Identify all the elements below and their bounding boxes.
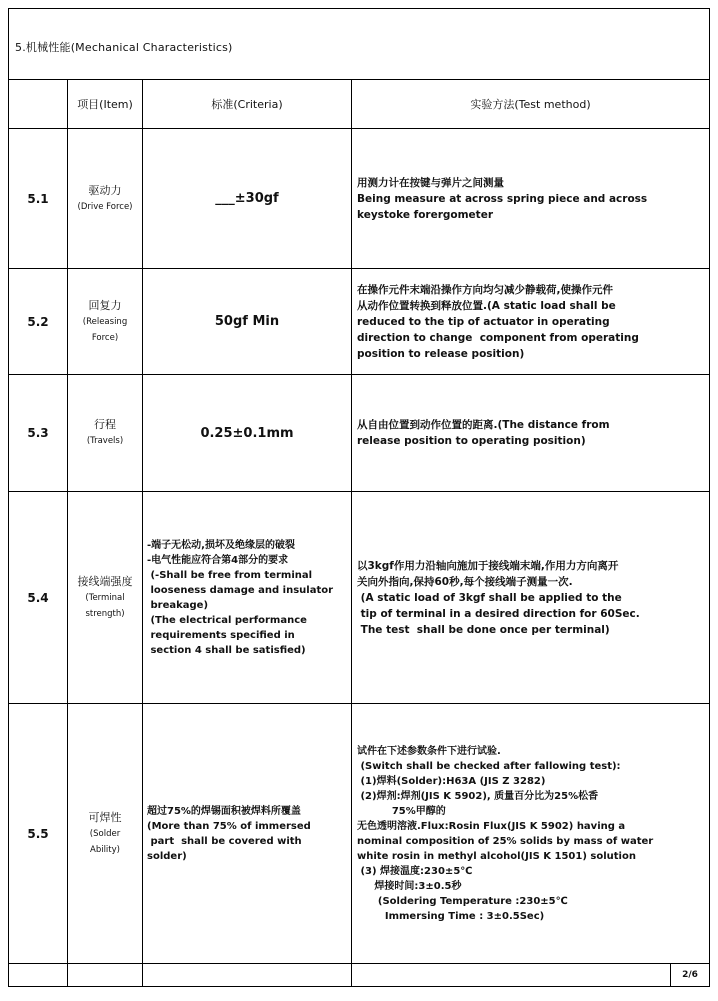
table-row [9,375,710,492]
item-en: (Terminal [85,592,125,603]
header-item: 项目(Item) [68,80,143,129]
criteria-line: (The electrical performance [147,614,307,626]
criteria-cell [143,704,352,964]
mechanical-characteristics-table [8,8,710,987]
method-line: 试件在下述参数条件下进行试验. [357,745,501,757]
method-line: (3) 焊接温度:230±5℃ [357,865,473,877]
method-line: 从自由位置到动作位置的距离.(The distance from [357,419,610,431]
criteria-line: 0.25±0.1mm [200,425,294,441]
row-number: 5.2 [9,269,68,375]
table-row [9,269,710,375]
criteria-line: 50gf Min [214,314,280,329]
criteria-cell [143,129,352,269]
section-title: 5.机械性能(Mechanical Characteristics) [15,41,233,54]
method-line: white rosin in methyl alcohol(JIS K 1501) solution [357,850,636,862]
item-en: Force) [91,332,119,343]
criteria-line: (-Shall be free from terminal [147,569,313,581]
criteria-line: part shall be covered with [147,835,302,847]
footer-blank [68,964,143,987]
method-line: release position to operating position) [357,435,586,447]
item-cell [68,492,143,704]
criteria-line: 超过75%的焊锡面积被焊料所覆盖 [147,805,301,817]
method-line: keystoke forergometer [357,208,493,221]
method-line: direction to change component from operating [357,331,639,344]
criteria-cell [143,492,352,704]
header-method: 实验方法(Test method) [352,80,710,129]
item-en: (Solder [89,828,121,839]
method-line: Immersing Time : 3±0.5Sec) [357,910,545,922]
method-line: 关向外指向,保持60秒,每个接线端子测量一次. [357,575,573,588]
method-line: position to release position) [357,347,525,360]
criteria-line: solder) [147,850,187,862]
method-cell [352,269,710,375]
table-row [9,129,710,269]
item-en: (Releasing [82,316,128,327]
criteria-line: requirements specified in [147,629,295,641]
section-title-cell [9,9,710,80]
method-line: 在操作元件末端沿操作方向均匀减少静载荷,使操作元件 [357,283,613,296]
item-cn: 回复力 [88,298,122,312]
table-row [9,704,710,964]
header-row [9,80,710,129]
footer-row [9,964,710,987]
item-cell [68,129,143,269]
footer-cell [352,964,710,987]
method-line: 用测力计在按键与弹片之间测量 [357,176,504,189]
row-number: 5.4 [9,492,68,704]
method-line: 无色透明溶液.Flux:Rosin Flux(JIS K 5902) having a [357,820,626,832]
method-cell [352,375,710,492]
criteria-cell [143,375,352,492]
criteria-line: ___±30gf [215,191,279,206]
item-cn: 接线端强度 [77,574,133,588]
method-line: 从动作位置转换到释放位置.(A static load shall be [357,299,616,312]
criteria-line: section 4 shall be satisfied) [147,644,306,656]
criteria-line: -电气性能应符合第4部分的要求 [147,554,289,566]
item-cn: 可焊性 [88,810,122,824]
method-line: 以3kgf作用力沿轴向施加于接线端末端,作用力方向离开 [357,559,619,572]
method-line: reduced to the tip of actuator in operating [357,315,610,328]
criteria-line: (More than 75% of immersed [147,820,311,832]
method-line: Being measure at across spring piece and across [357,192,648,205]
method-cell [352,704,710,964]
method-line: (A static load of 3kgf shall be applied to the [357,591,622,604]
item-en: strength) [85,608,125,619]
row-number: 5.3 [9,375,68,492]
method-line: nominal composition of 25% solids by mass of water [357,835,654,847]
item-cell [68,375,143,492]
item-cell [68,704,143,964]
method-line: (2)焊剂:焊剂(JIS K 5902), 质量百分比为25%松香 [357,790,599,802]
header-criteria: 标准(Criteria) [143,80,352,129]
item-en: (Travels) [86,436,124,446]
row-number: 5.1 [9,129,68,269]
item-cell [68,269,143,375]
table-row [9,492,710,704]
method-line: (Switch shall be checked after fallowing test): [357,760,621,772]
criteria-line: -端子无松动,损坏及绝缘层的破裂 [147,539,295,551]
method-line: tip of terminal in a desired direction for 60Sec. [357,607,640,620]
item-en: Ability) [90,844,120,855]
criteria-line: breakage) [147,599,209,611]
method-line: The test shall be done once per terminal) [357,623,610,636]
page-number: 2/6 [670,964,709,986]
item-en: (Drive Force) [77,201,133,212]
method-cell [352,492,710,704]
method-line: (Soldering Temperature :230±5℃ [357,895,568,907]
method-line: 焊接时间:3±0.5秒 [357,880,462,892]
method-line: (1)焊料(Solder):H63A (JIS Z 3282) [357,775,546,787]
criteria-cell [143,269,352,375]
method-line: 75%甲醇的 [357,805,446,817]
item-cn: 驱动力 [88,183,122,197]
row-number: 5.5 [9,704,68,964]
header-no [9,80,68,129]
footer-blank [9,964,68,987]
criteria-line: looseness damage and insulator [147,584,334,596]
item-cn: 行程 [94,418,116,431]
footer-blank [143,964,352,987]
method-cell [352,129,710,269]
